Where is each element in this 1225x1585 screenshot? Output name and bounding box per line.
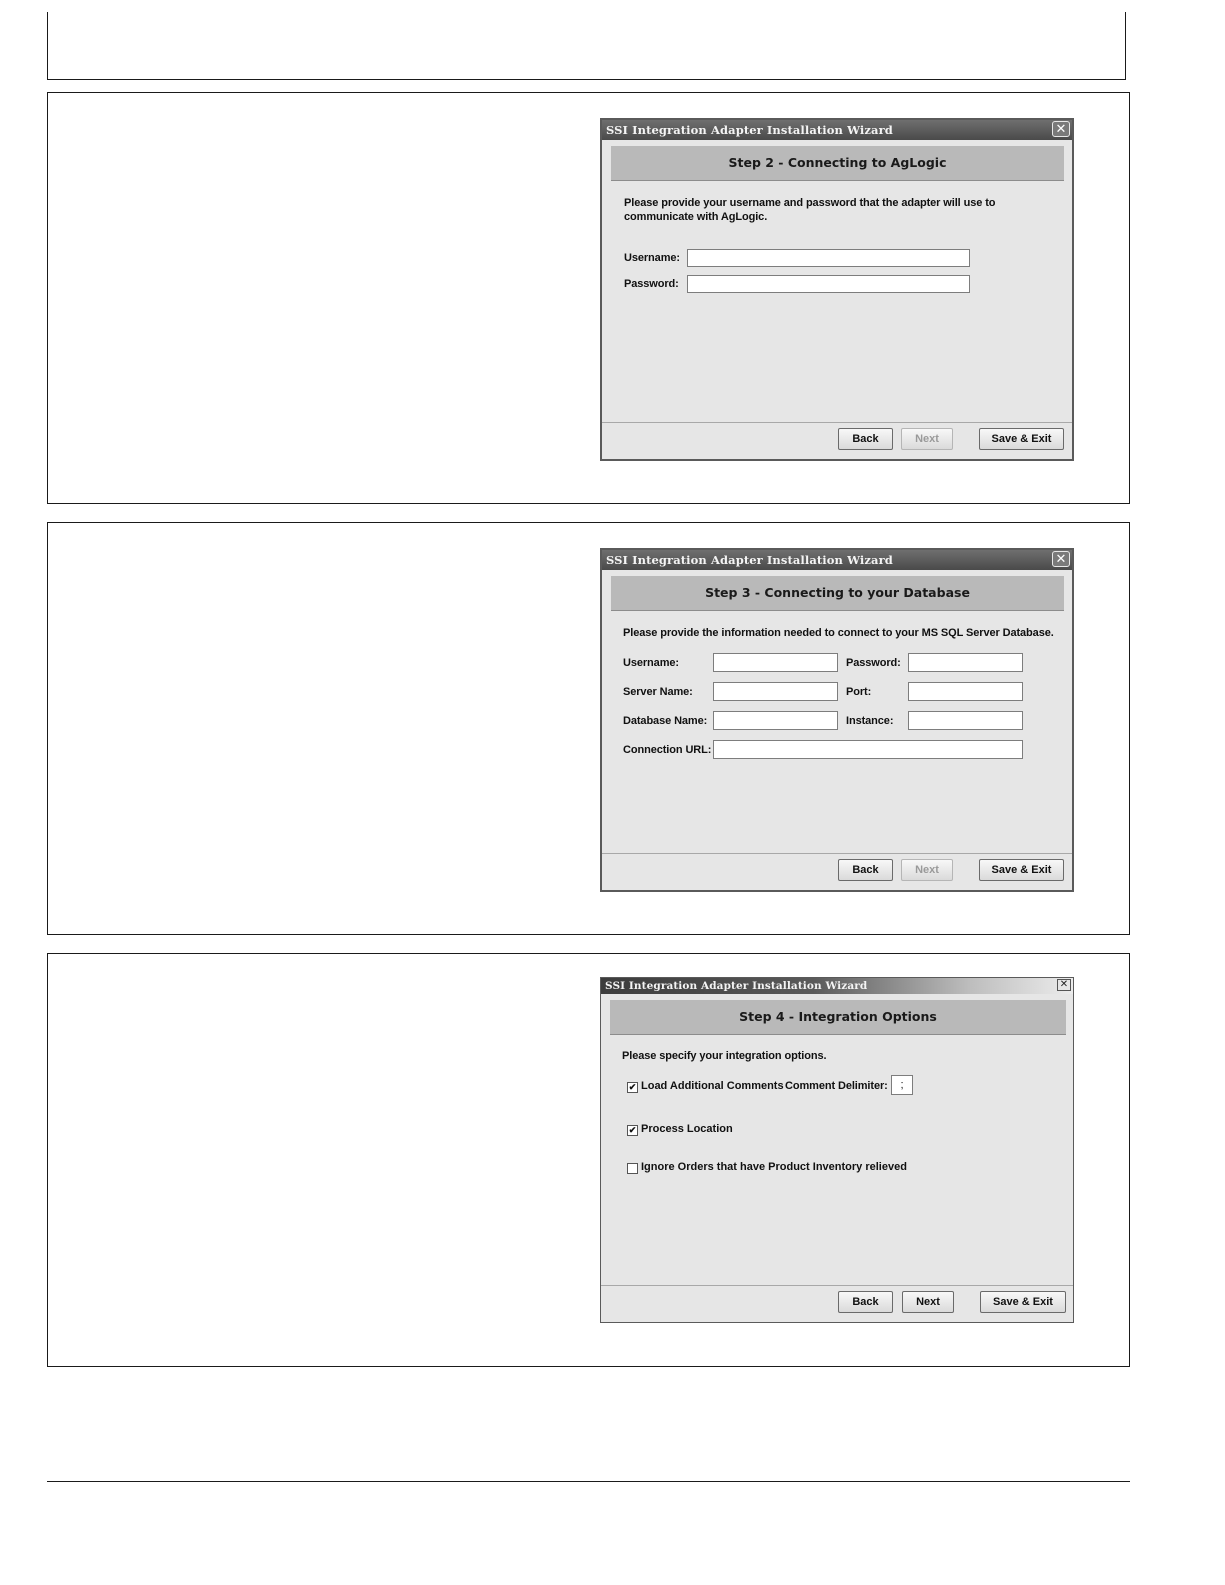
password-field[interactable]	[687, 275, 970, 293]
button-bar	[602, 853, 1072, 890]
footer-rule	[47, 1481, 1130, 1482]
connection-url-label: Connection URL:	[623, 744, 712, 756]
password-field[interactable]	[908, 653, 1023, 672]
username-field[interactable]	[687, 249, 970, 267]
dialog-title: SSI Integration Adapter Installation Wizard	[606, 553, 893, 567]
comment-delimiter-label: Comment Delimiter:	[785, 1080, 888, 1092]
database-name-label: Database Name:	[623, 715, 708, 727]
save-exit-button[interactable]: Save & Exit	[979, 428, 1064, 450]
next-button[interactable]: Next	[901, 428, 953, 450]
step-title: Step 3 - Connecting to your Database	[611, 576, 1064, 611]
database-name-field[interactable]	[713, 711, 838, 730]
close-icon[interactable]: ✕	[1057, 979, 1071, 991]
back-button[interactable]: Back	[838, 859, 893, 881]
username-label: Username:	[623, 657, 679, 669]
figure-panel-step-2	[47, 92, 1130, 504]
wizard-dialog-step-4	[600, 977, 1074, 1323]
username-label: Username:	[624, 252, 680, 264]
next-button[interactable]: Next	[902, 1291, 954, 1313]
server-name-field[interactable]	[713, 682, 838, 701]
figure-panel-step-4	[47, 953, 1130, 1367]
save-exit-button[interactable]: Save & Exit	[979, 859, 1064, 881]
instance-label: Instance:	[846, 715, 894, 727]
step-title: Step 2 - Connecting to AgLogic	[611, 146, 1064, 181]
process-location-checkbox[interactable]: ✔	[628, 1125, 637, 1135]
load-comments-checkbox[interactable]: ✔	[628, 1082, 637, 1092]
username-field[interactable]	[713, 653, 838, 672]
figure-panel-step-3	[47, 522, 1130, 935]
close-icon[interactable]: ✕	[1052, 121, 1070, 137]
dialog-titlebar	[602, 120, 1072, 140]
instruction-text: Please provide the information needed to connect to your MS SQL Server Database.	[623, 627, 1054, 639]
dialog-title: SSI Integration Adapter Installation Wizard	[605, 980, 868, 992]
comment-delimiter-field[interactable]: ;	[891, 1075, 913, 1095]
dialog-title: SSI Integration Adapter Installation Wizard	[606, 123, 893, 137]
back-button[interactable]: Back	[838, 1291, 893, 1313]
instruction-text: Please specify your integration options.	[622, 1050, 827, 1062]
next-button[interactable]: Next	[901, 859, 953, 881]
connection-url-field[interactable]	[713, 740, 1023, 759]
password-label: Password:	[846, 657, 901, 669]
close-icon[interactable]: ✕	[1052, 551, 1070, 567]
dialog-titlebar	[601, 978, 1073, 994]
port-label: Port:	[846, 686, 872, 698]
server-name-label: Server Name:	[623, 686, 693, 698]
save-exit-button[interactable]: Save & Exit	[980, 1291, 1066, 1313]
back-button[interactable]: Back	[838, 428, 893, 450]
dialog-titlebar	[602, 550, 1072, 570]
button-bar	[601, 1285, 1073, 1322]
instance-field[interactable]	[908, 711, 1023, 730]
button-bar	[602, 422, 1072, 459]
step-title: Step 4 - Integration Options	[610, 1000, 1066, 1035]
wizard-dialog-step-3	[600, 548, 1074, 892]
instruction-text	[624, 196, 995, 224]
top-continuation-frame	[47, 12, 1126, 80]
instruction-line-2: communicate with AgLogic.	[624, 211, 768, 223]
process-location-label: Process Location	[641, 1123, 733, 1135]
ignore-orders-checkbox[interactable]	[627, 1163, 638, 1174]
load-comments-label: Load Additional Comments	[641, 1080, 784, 1092]
instruction-line-1: Please provide your username and password that the adapter will use to	[624, 197, 996, 209]
ignore-orders-label: Ignore Orders that have Product Inventory relieved	[641, 1161, 907, 1173]
password-label: Password:	[624, 278, 679, 290]
port-field[interactable]	[908, 682, 1023, 701]
wizard-dialog-step-2	[600, 118, 1074, 461]
